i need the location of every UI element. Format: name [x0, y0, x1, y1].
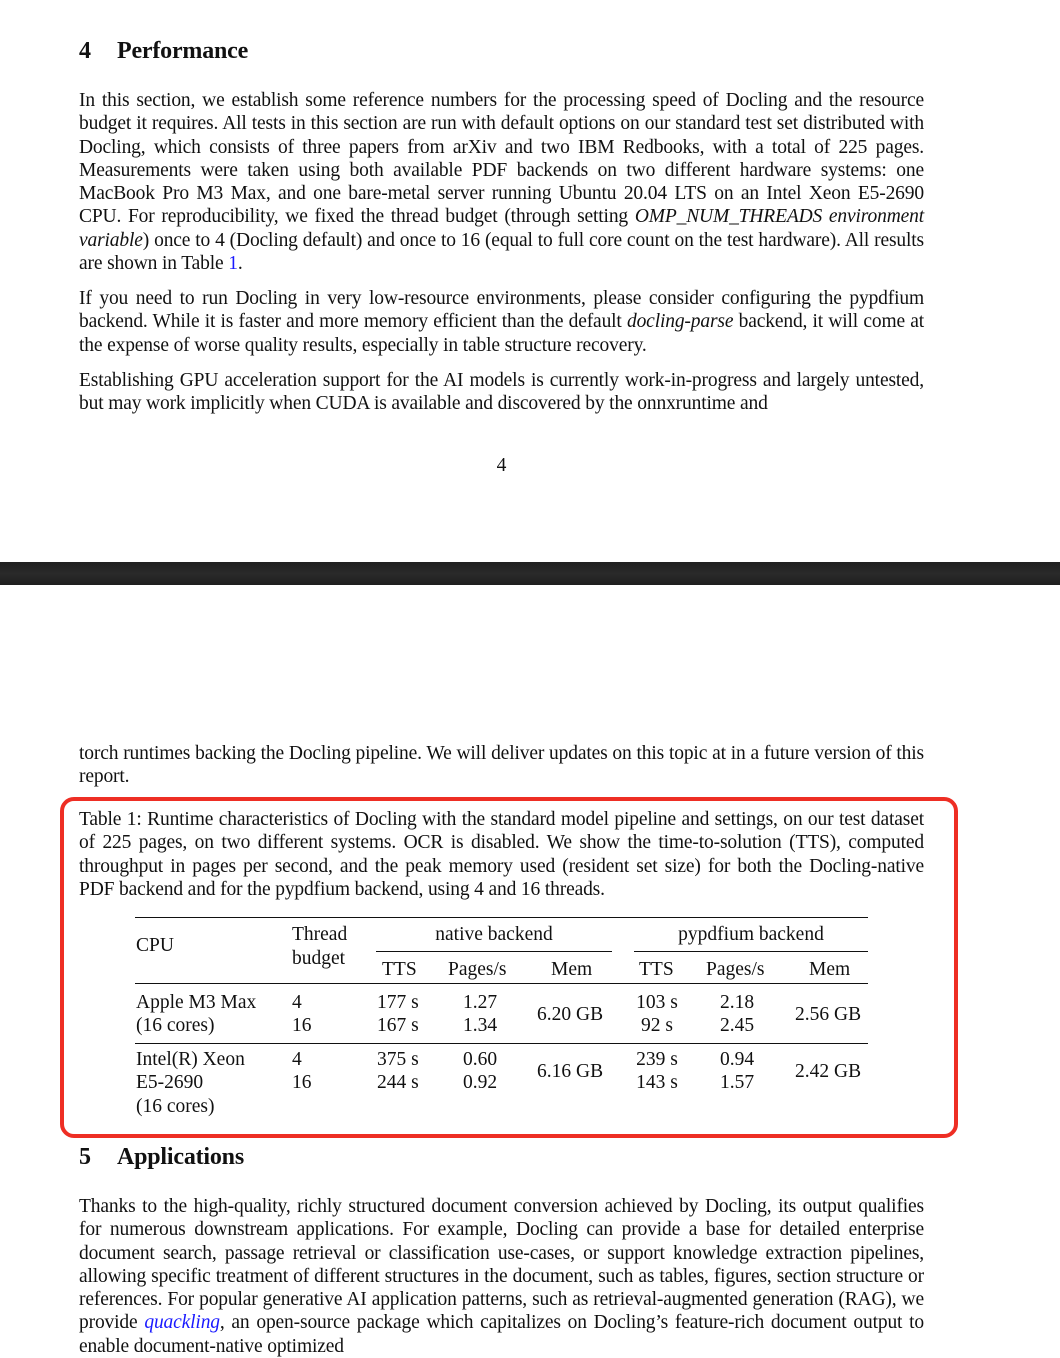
- row-separator-rule: [135, 1043, 868, 1044]
- docling-parse-italic: docling-parse: [626, 311, 734, 333]
- section-heading-applications: [79, 1143, 244, 1171]
- pypdfium-pages-per-s: 1.57: [720, 1072, 755, 1093]
- native-tts: 375 s: [377, 1049, 419, 1070]
- text-run: In this section, we establish some reference numbers for the processing speed of Docling and the resource budget it requires. All tests in this section are run with default options on our standard test set distributed with Docling, which consists of three papers from arXiv and two IBM Redbooks, with a total of 225 pages. Measurements were taken using both available PDF backends on two different hardware systems: one MacBook Pro M3 Max, and one bare-metal server running Ubuntu 20.04 LTS on an Intel Xeon E5-2690 CPU. For reproducibility, we fixed the thread budget (through setting: [79, 90, 924, 228]
- header-pypdfium-tts: TTS: [639, 959, 674, 980]
- native-tts: 177 s: [377, 992, 419, 1013]
- section-number: 5: [79, 1144, 91, 1170]
- native-tts: 244 s: [377, 1072, 419, 1093]
- table-caption: Table 1: Runtime characteristics of Docling with the standard model pipeline and settings, on our test dataset of 225 pages, on two different systems. OCR is disabled. We show the time-to-solution (TTS), computed throughput in pages per second, and the peak memory used (resident set size) for both the Docling-native PDF backend and for the pypdfium backend, using 4 and 16 threads.: [79, 809, 924, 900]
- cpu-name-line: E5-2690: [136, 1072, 204, 1093]
- text-run: .: [237, 253, 243, 275]
- text-run: backend, it will come at the expense of worse quality results, especially in table structure recovery.: [79, 311, 925, 356]
- native-pages-per-s: 1.27: [463, 992, 498, 1013]
- pypdfium-tts: 239 s: [636, 1049, 678, 1070]
- header-bottom-rule: [135, 983, 868, 984]
- header-pypdfium-mem: Mem: [809, 959, 851, 980]
- pypdfium-group-rule: [634, 951, 868, 952]
- performance-paragraph-1: [79, 89, 924, 275]
- pypdfium-pages-per-s: 0.94: [720, 1049, 755, 1070]
- native-mem: 6.20 GB: [537, 1004, 604, 1025]
- text-run: If you need to run Docling in very low-resource environments, please consider configuring the pypdfium backend. While it is faster and more memory efficient than the default: [79, 288, 924, 333]
- header-pypdfium-pages: Pages/s: [706, 959, 765, 980]
- text-run: , an open-source package which capitalizes on Docling’s feature-rich document output to enable document-native optimized: [79, 1312, 924, 1357]
- pypdfium-tts: 103 s: [636, 992, 678, 1013]
- header-cpu: CPU: [136, 935, 174, 956]
- header-thread-budget-line2: budget: [292, 948, 346, 969]
- pdf-page-4: [0, 0, 1060, 562]
- page-separator: [0, 562, 1060, 585]
- pypdfium-pages-per-s: 2.45: [720, 1015, 755, 1036]
- section-heading-performance: [79, 37, 248, 65]
- header-thread-budget-line1: Thread: [292, 924, 348, 945]
- native-mem: 6.16 GB: [537, 1061, 604, 1082]
- table-top-rule: [135, 917, 868, 918]
- thread-count: 16: [292, 1015, 312, 1036]
- cpu-name-line: Apple M3 Max: [136, 992, 257, 1013]
- native-pages-per-s: 0.92: [463, 1072, 498, 1093]
- pypdfium-tts: 143 s: [636, 1072, 678, 1093]
- header-native-tts: TTS: [382, 959, 417, 980]
- pypdfium-mem: 2.42 GB: [795, 1061, 862, 1082]
- thread-count: 4: [292, 992, 302, 1013]
- section-number: 4: [79, 38, 91, 64]
- header-group-native: native backend: [435, 924, 553, 945]
- performance-paragraph-3: Establishing GPU acceleration support for the AI models is currently work-in-progress and largely untested, but may work implicitly when CUDA is available and discovered by the onnxruntime and: [79, 370, 924, 415]
- section-title: Applications: [117, 1144, 244, 1170]
- performance-paragraph-2: [79, 287, 924, 357]
- header-group-pypdfium: pypdfium backend: [678, 924, 824, 945]
- pypdfium-mem: 2.56 GB: [795, 1004, 862, 1025]
- page-number: 4: [496, 455, 507, 476]
- text-run: Thanks to the high-quality, richly structured document conversion achieved by Docling, its output qualifies for numerous downstream applications. For example, Docling can provide a base for detailed enterprise document search, passage retrieval or classification use-cases, or support knowledge extraction pipelines, allowing specific treatment of different structures in the document, such as tables, figures, section structure or references. For popular generative AI application patterns, such as retrieval-augmented generation (RAG), we provide: [79, 1196, 924, 1334]
- header-native-mem: Mem: [551, 959, 593, 980]
- continuation-paragraph: torch runtimes backing the Docling pipeline. We will deliver updates on this topic at in a future version of this report.: [79, 743, 924, 788]
- pypdfium-tts: 92 s: [641, 1015, 673, 1036]
- applications-paragraph: [79, 1195, 924, 1358]
- native-pages-per-s: 0.60: [463, 1049, 498, 1070]
- section-title: Performance: [117, 38, 249, 64]
- thread-count: 16: [292, 1072, 312, 1093]
- text-run: ) once to 4 (Docling default) and once to 16 (equal to full core count on the test hardware). All results are shown in Table: [79, 229, 924, 275]
- thread-count: 4: [292, 1049, 302, 1070]
- cpu-name-line: (16 cores): [136, 1096, 215, 1117]
- header-native-pages: Pages/s: [448, 959, 507, 980]
- quackling-link[interactable]: quackling: [144, 1312, 220, 1334]
- cpu-name-line: Intel(R) Xeon: [136, 1049, 245, 1070]
- env-variable-italic: OMP_NUM_THREADS environment variable: [79, 206, 925, 251]
- pypdfium-pages-per-s: 2.18: [720, 992, 755, 1013]
- table-1-reference-link[interactable]: 1: [228, 253, 238, 275]
- native-pages-per-s: 1.34: [463, 1015, 498, 1036]
- native-tts: 167 s: [377, 1015, 419, 1036]
- cpu-name-line: (16 cores): [136, 1015, 215, 1036]
- native-group-rule: [376, 951, 612, 952]
